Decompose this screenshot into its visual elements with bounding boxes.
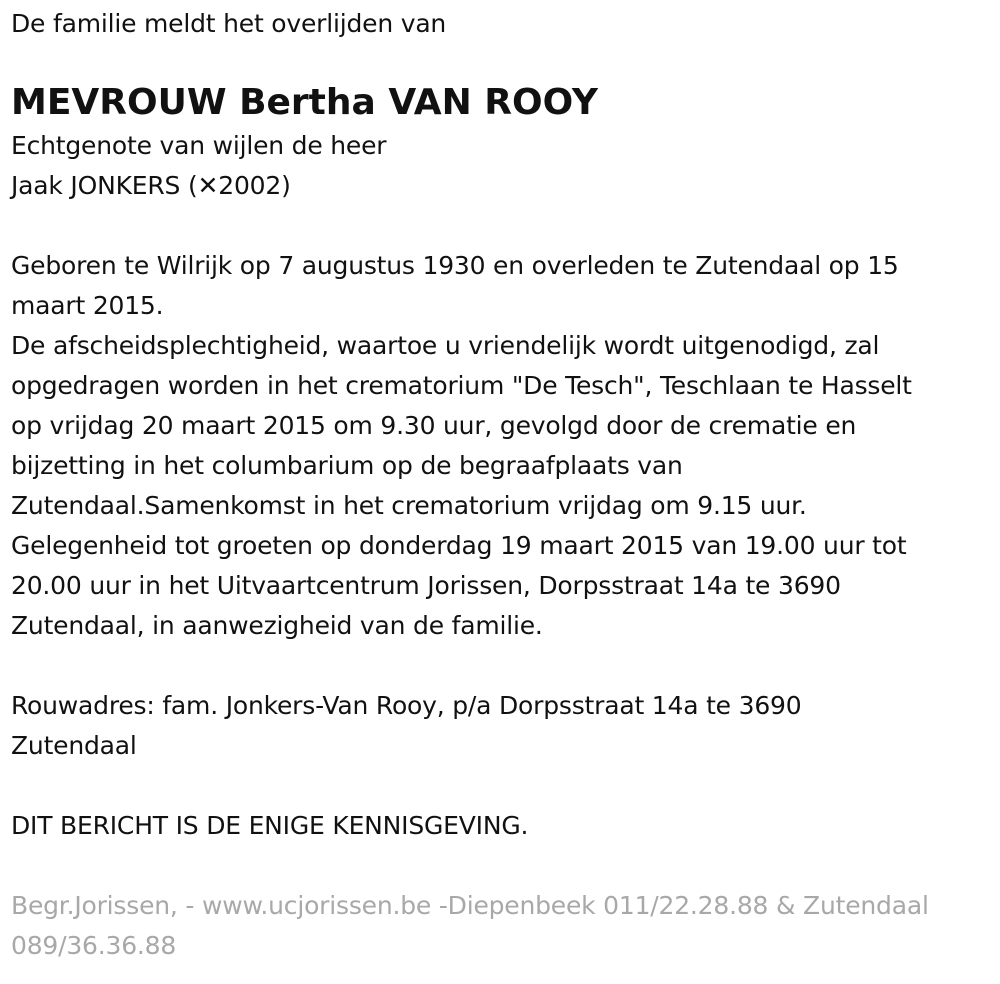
details-line: De afscheidsplechtigheid, waartoe u vriendelijk wordt uitgenodigd, zal — [11, 331, 880, 360]
spacer — [11, 206, 991, 246]
details-line: Gelegenheid tot groeten op donderdag 19 maart 2015 van 19.00 uur tot — [11, 531, 907, 560]
details-line: maart 2015. — [11, 291, 164, 320]
mourning-address-block — [11, 686, 991, 766]
address-line: Zutendaal — [11, 731, 137, 760]
spouse-line: Jaak JONKERS (✕2002) — [11, 171, 291, 200]
details-line: bijzetting in het columbarium op de begraafplaats van — [11, 451, 683, 480]
intro-text: De familie meldt het overlijden van — [11, 9, 447, 38]
closing-statement: DIT BERICHT IS DE ENIGE KENNISGEVING. — [11, 811, 529, 840]
spacer — [11, 646, 991, 686]
spacer — [11, 846, 991, 886]
funeral-home-footer — [11, 886, 991, 966]
details-line: Geboren te Wilrijk op 7 augustus 1930 en overleden te Zutendaal op 15 — [11, 251, 899, 280]
death-notice — [11, 0, 991, 966]
details-line: op vrijdag 20 maart 2015 om 9.30 uur, gevolgd door de crematie en — [11, 411, 857, 440]
details-line: opgedragen worden in het crematorium "De Tesch", Teschlaan te Hasselt — [11, 371, 912, 400]
address-line: Rouwadres: fam. Jonkers-Van Rooy, p/a Dorpsstraat 14a te 3690 — [11, 691, 802, 720]
spouse-block — [11, 126, 991, 206]
details-line: 20.00 uur in het Uitvaartcentrum Jorissen, Dorpsstraat 14a te 3690 — [11, 571, 841, 600]
footer-line: 089/36.36.88 — [11, 931, 177, 960]
spouse-line: Echtgenote van wijlen de heer — [11, 131, 387, 160]
deceased-name: MEVROUW Bertha VAN ROOY — [11, 82, 599, 123]
spacer — [11, 766, 991, 806]
details-line: Zutendaal, in aanwezigheid van de familie. — [11, 611, 543, 640]
details-block — [11, 246, 991, 646]
footer-line: Begr.Jorissen, - www.ucjorissen.be -Diepenbeek 011/22.28.88 & Zutendaal — [11, 891, 929, 920]
details-line: Zutendaal.Samenkomst in het crematorium vrijdag om 9.15 uur. — [11, 491, 807, 520]
